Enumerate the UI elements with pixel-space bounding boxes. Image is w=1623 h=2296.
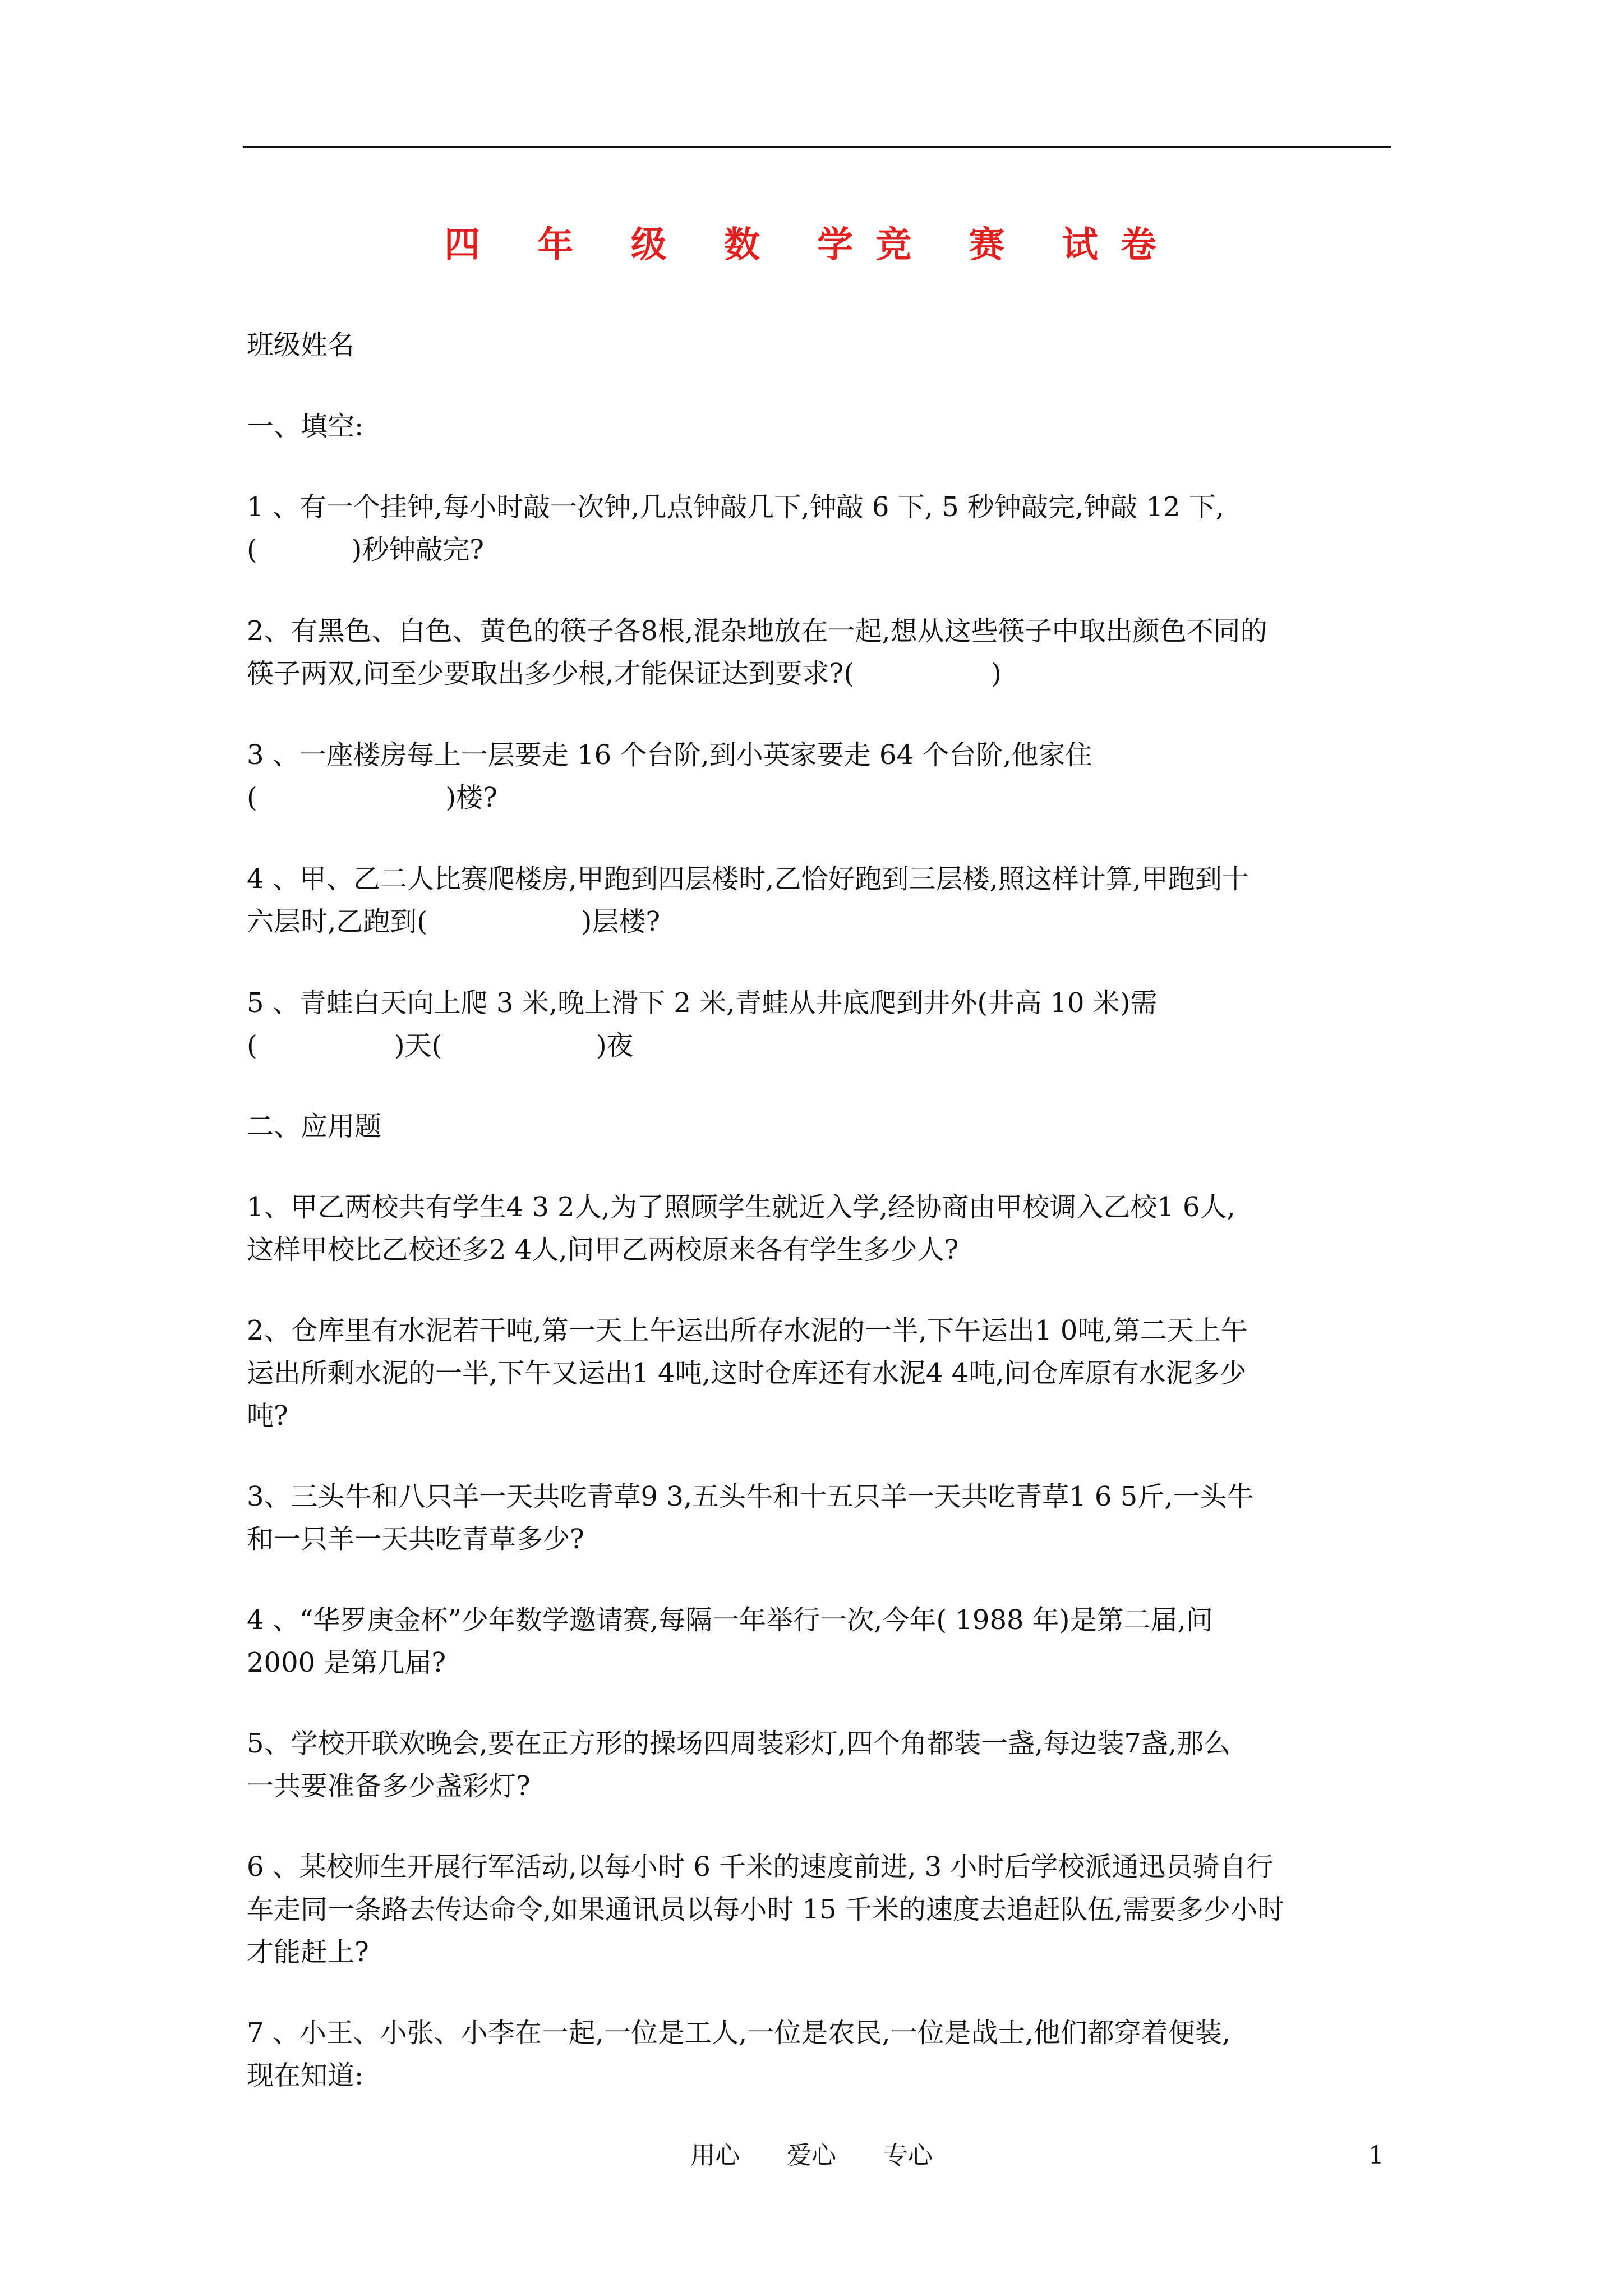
section1-q1-line1: 1 、有一个挂钟,每小时敲一次钟,几点钟敲几下,钟敲 6 下, 5 秒钟敲完,钟敲 12 下, — [247, 491, 1225, 523]
section2-q6-line2: 车走同一条路去传达命令,如果通讯员以每小时 15 千米的速度去追赶队伍,需要多少小时 — [247, 1894, 1285, 1925]
footer-motto: 用心 爱心 专心 — [690, 2141, 933, 2170]
section2-q5-line1: 5、学校开联欢晚会,要在正方形的操场四周装彩灯,四个角都装一盏,每边装7盏,那么 — [247, 1728, 1231, 1759]
section2-q6-line1: 6 、某校师生开展行军活动,以每小时 6 千米的速度前进, 3 小时后学校派通迅员骑自行 — [247, 1851, 1274, 1883]
section1-heading: 一、填空: — [247, 411, 364, 442]
section2-q1-line1: 1、甲乙两校共有学生4 3 2人,为了照顾学生就近入学,经协商由甲校调入乙校1 6人, — [247, 1191, 1235, 1223]
section1-q2-line2: 筷子两双,问至少要取出多少根,才能保证达到要求?( ) — [247, 658, 1002, 689]
section1-q1-line2: ( )秒钟敲完? — [247, 534, 485, 565]
section1-q3-line2: ( )楼? — [247, 782, 497, 813]
section1-q4-line2: 六层时,乙跑到( )层楼? — [247, 906, 661, 937]
section2-q4-line2: 2000 是第几届? — [247, 1647, 446, 1678]
section2-q7-line2: 现在知道: — [247, 2060, 364, 2091]
section1-q5-line2: ( )天( )夜 — [247, 1030, 634, 1061]
header-rule — [243, 146, 1391, 148]
section1-q3-line1: 3 、一座楼房每上一层要走 16 个台阶,到小英家要走 64 个台阶,他家住 — [247, 739, 1092, 771]
section2-q2-line2: 运出所剩水泥的一半,下午又运出1 4吨,这时仓库还有水泥4 4吨,问仓库原有水泥多少 — [247, 1358, 1247, 1389]
section2-q7-line1: 7 、小王、小张、小李在一起,一位是工人,一位是农民,一位是战士,他们都穿着便装, — [247, 2017, 1231, 2049]
section1-q2-line1: 2、有黑色、白色、黄色的筷子各8根,混杂地放在一起,想从这些筷子中取出颜色不同的 — [247, 615, 1267, 647]
section2-q4-line1: 4 、“华罗庚金杯”少年数学邀请赛,每隔一年举行一次,今年( 1988 年)是第二届,问 — [247, 1604, 1213, 1636]
section2-q5-line2: 一共要准备多少盏彩灯? — [247, 1770, 531, 1802]
section2-q3-line2: 和一只羊一天共吃青草多少? — [247, 1524, 584, 1555]
section2-q2-line3: 吨? — [247, 1400, 288, 1432]
section1-q5-line1: 5 、青蛙白天向上爬 3 米,晚上滑下 2 米,青蛙从井底爬到井外(井高 10 米)需 — [247, 987, 1158, 1019]
student-info-line: 班级姓名 — [247, 329, 355, 361]
section2-q6-line3: 才能赶上? — [247, 1936, 369, 1968]
section2-q2-line1: 2、仓库里有水泥若干吨,第一天上午运出所存水泥的一半,下午运出1 0吨,第二天上午 — [247, 1315, 1248, 1346]
section2-heading: 二、应用题 — [247, 1111, 382, 1142]
page-number: 1 — [1368, 2141, 1384, 2170]
page-title: 四 年 级 数 学竞 赛 试卷 — [444, 224, 1179, 266]
section2-q3-line1: 3、三头牛和八只羊一天共吃青草9 3,五头牛和十五只羊一天共吃青草1 6 5斤,一头牛 — [247, 1481, 1254, 1512]
section1-q4-line1: 4 、甲、乙二人比赛爬楼房,甲跑到四层楼时,乙恰好跑到三层楼,照这样计算,甲跑到十 — [247, 863, 1249, 895]
section2-q1-line2: 这样甲校比乙校还多2 4人,问甲乙两校原来各有学生多少人? — [247, 1234, 959, 1266]
